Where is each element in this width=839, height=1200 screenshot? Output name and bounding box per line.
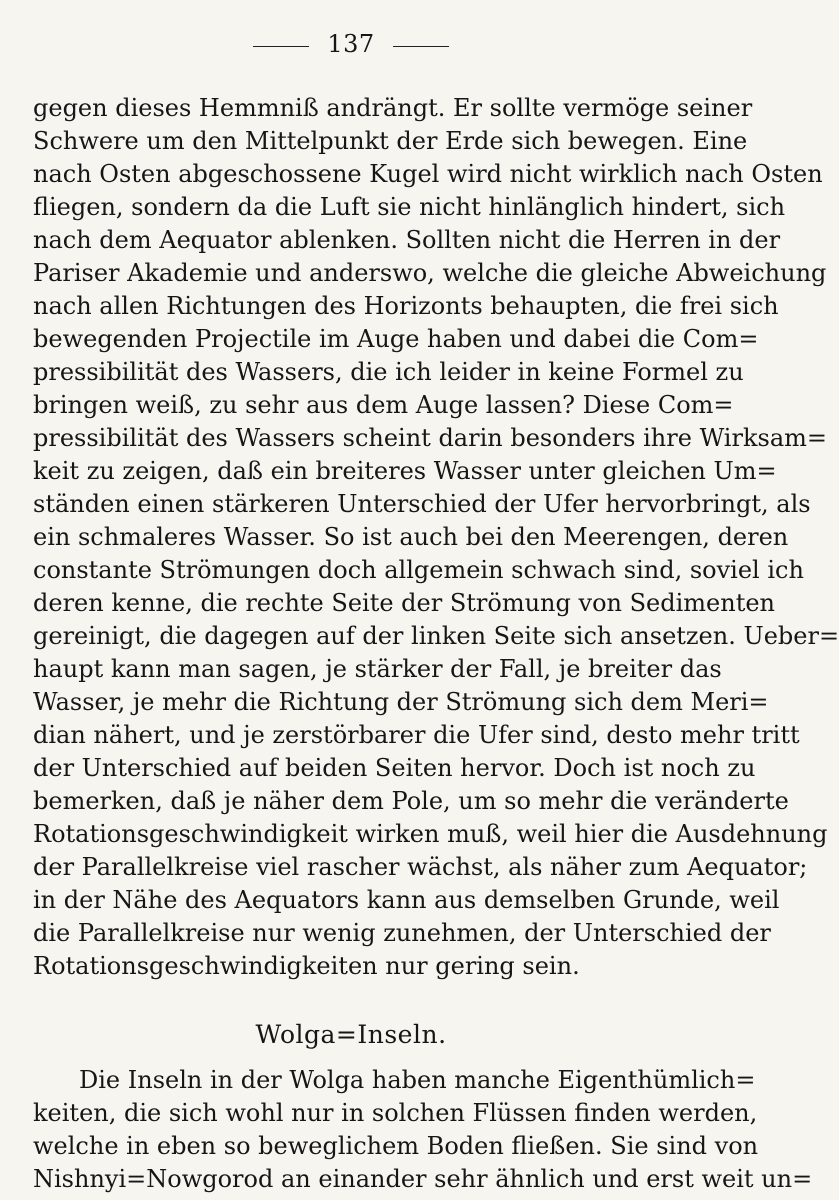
paragraph-line: constante Strömungen doch allgemein schwach sind, soviel ich bbox=[33, 556, 804, 584]
section-first-line: Die Inseln in der Wolga haben manche Eigenthümlich= bbox=[79, 1066, 756, 1094]
section-line: keiten, die sich wohl nur in solchen Flüssen finden werden, bbox=[33, 1099, 758, 1127]
page-number: 137 bbox=[327, 30, 375, 58]
paragraph-line: Pariser Akademie und anderswo, welche die gleiche Abweichung bbox=[33, 259, 827, 287]
paragraph-line: nach Osten abgeschossene Kugel wird nicht wirklich nach Osten bbox=[33, 160, 823, 188]
paragraph-line: keit zu zeigen, daß ein breiteres Wasser unter gleichen Um= bbox=[33, 457, 777, 485]
section-paragraph bbox=[33, 1064, 813, 1196]
header-left-rule bbox=[253, 46, 309, 47]
paragraph-line: der Parallelkreise viel rascher wächst, als näher zum Aequator; bbox=[33, 853, 808, 881]
paragraph-line: bringen weiß, zu sehr aus dem Auge lassen? Diese Com= bbox=[33, 391, 734, 419]
paragraph-last-line: Rotationsgeschwindigkeiten nur gering sein. bbox=[33, 952, 580, 980]
paragraph-line: der Unterschied auf beiden Seiten hervor. Doch ist noch zu bbox=[33, 754, 756, 782]
paragraph-line: ständen einen stärkeren Unterschied der Ufer hervorbringt, als bbox=[33, 490, 811, 518]
paragraph-line: Rotationsgeschwindigkeit wirken muß, weil hier die Ausdehnung bbox=[33, 820, 828, 848]
paragraph-line: nach allen Richtungen des Horizonts behaupten, die frei sich bbox=[33, 292, 779, 320]
page-header bbox=[33, 20, 669, 68]
paragraph-line: ein schmaleres Wasser. So ist auch bei den Meerengen, deren bbox=[33, 523, 789, 551]
paragraph-line: dian nähert, und je zerstörbarer die Ufer sind, desto mehr tritt bbox=[33, 721, 800, 749]
paragraph-line: in der Nähe des Aequators kann aus demselben Grunde, weil bbox=[33, 886, 780, 914]
paragraph-line: Schwere um den Mittelpunkt der Erde sich bewegen. Eine bbox=[33, 127, 748, 155]
section-line: welche in eben so beweglichem Boden fließen. Sie sind von bbox=[33, 1132, 759, 1160]
paragraph-line: pressibilität des Wassers, die ich leider in keine Formel zu bbox=[33, 358, 744, 386]
paragraph-line: nach dem Aequator ablenken. Sollten nicht die Herren in der bbox=[33, 226, 781, 254]
paragraph-line: bemerken, daß je näher dem Pole, um so mehr die veränderte bbox=[33, 787, 789, 815]
paragraph-line: Wasser, je mehr die Richtung der Strömung sich dem Meri= bbox=[33, 688, 769, 716]
section-heading: Wolga=Inseln. bbox=[255, 1020, 447, 1049]
paragraph-line: gegen dieses Hemmniß andrängt. Er sollte vermöge seiner bbox=[33, 94, 753, 122]
paragraph-line: fliegen, sondern da die Luft sie nicht hinlänglich hindert, sich bbox=[33, 193, 786, 221]
paragraph-line: bewegenden Projectile im Auge haben und dabei die Com= bbox=[33, 325, 759, 353]
paragraph-line: haupt kann man sagen, je stärker der Fall, je breiter das bbox=[33, 655, 722, 683]
main-paragraph bbox=[33, 92, 839, 983]
paragraph-line: die Parallelkreise nur wenig zunehmen, der Unterschied der bbox=[33, 919, 771, 947]
paragraph-line: gereinigt, die dagegen auf der linken Seite sich ansetzen. Ueber= bbox=[33, 622, 839, 650]
section-line: Nishnyi=Nowgorod an einander sehr ähnlich und erst weit un= bbox=[33, 1165, 813, 1193]
header-right-rule bbox=[393, 46, 449, 47]
paragraph-line: deren kenne, die rechte Seite der Strömung von Sedimenten bbox=[33, 589, 776, 617]
paragraph-line: pressibilität des Wassers scheint darin besonders ihre Wirksam= bbox=[33, 424, 827, 452]
